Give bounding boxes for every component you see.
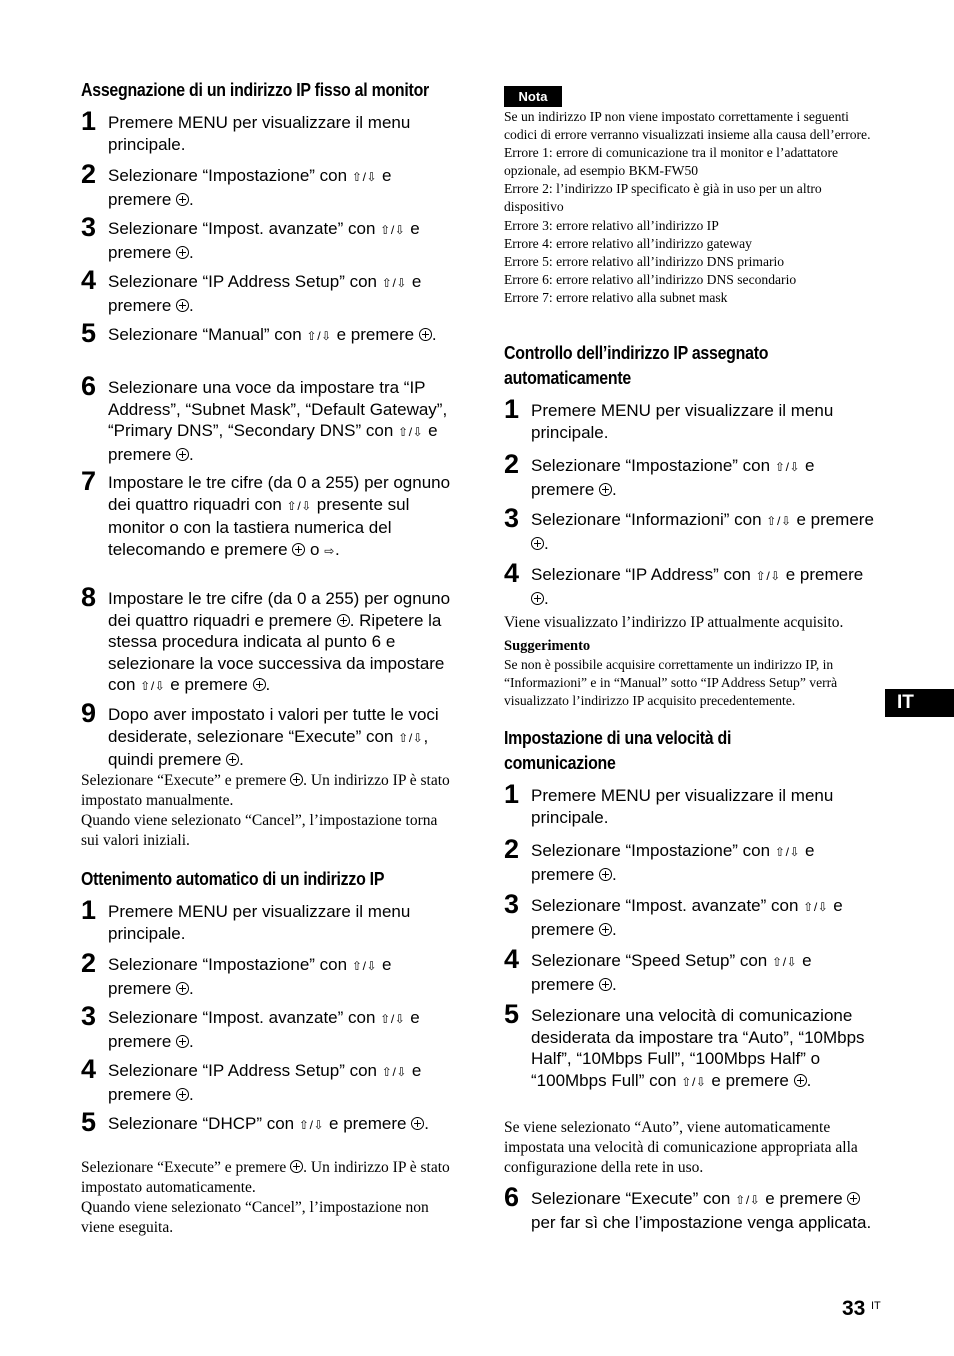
step-number: 1 bbox=[81, 895, 97, 925]
note-text-cancel: Quando viene selezionato “Cancel”, l’impostazione torna sui valori iniziali. bbox=[81, 812, 438, 849]
up-down-arrow-icon: ⇧/⇩ bbox=[286, 498, 313, 513]
step-text: Selezionare una voce da impostare tra “IP Address”, “Subnet Mask”, “Default Gateway”, “Primary DNS”, “Secondary DNS” con bbox=[108, 378, 448, 440]
up-down-arrow-icon: ⇧/⇩ bbox=[755, 569, 782, 583]
step-text: Selezionare “Impost. avanzate” con bbox=[108, 219, 376, 238]
note-text-cont: . Un indirizzo IP è stato impostato manualmente. bbox=[81, 772, 450, 809]
step-text: Selezionare “Execute” con bbox=[531, 1189, 731, 1208]
section-heading-auto-ip: Ottenimento automatico di un indirizzo IP bbox=[81, 868, 385, 889]
step-text: Premere MENU per visualizzare il menu principale. bbox=[531, 401, 834, 442]
step-text-cont: , quindi premere bbox=[108, 726, 429, 769]
step-text-cont: e premere bbox=[765, 1189, 843, 1208]
step-text-cont: e premere bbox=[108, 219, 420, 262]
punct: . bbox=[806, 1070, 812, 1090]
step-8 bbox=[81, 582, 453, 698]
step-number: 8 bbox=[81, 582, 97, 612]
nota-line: Errore 7: errore relativo alla subnet mask bbox=[504, 289, 728, 305]
section-heading-check-ip-line2: automaticamente bbox=[504, 367, 631, 388]
up-down-arrow-icon: ⇧/⇩ bbox=[140, 679, 166, 693]
up-down-arrow-icon: ⇧/⇩ bbox=[735, 1193, 761, 1207]
enter-button-icon bbox=[599, 483, 612, 496]
step-number: 1 bbox=[504, 779, 520, 809]
punct: . bbox=[431, 325, 437, 344]
step-number: 9 bbox=[81, 698, 97, 728]
step-3 bbox=[81, 1001, 453, 1052]
step-text-cont: e premere bbox=[531, 896, 843, 939]
note-text-cont: . Un indirizzo IP è stato impostato automaticamente. bbox=[81, 1159, 450, 1196]
step-2 bbox=[81, 948, 453, 999]
step-text: Selezionare “Manual” con bbox=[108, 325, 302, 344]
step-text: Selezionare “Informazioni” con bbox=[531, 510, 762, 529]
step-4 bbox=[81, 1054, 453, 1105]
step-text-or: o bbox=[310, 539, 320, 559]
enter-button-icon bbox=[176, 448, 189, 461]
step-1 bbox=[504, 779, 876, 828]
step-text: Premere MENU per visualizzare il menu principale. bbox=[108, 113, 411, 154]
step-1 bbox=[81, 895, 453, 944]
step-text: Selezionare “IP Address Setup” con bbox=[108, 1061, 378, 1080]
step-4 bbox=[504, 944, 876, 995]
step-text: Premere MENU per visualizzare il menu principale. bbox=[108, 902, 411, 943]
step-text: Selezionare “Impostazione” con bbox=[108, 166, 348, 185]
step-number: 2 bbox=[81, 159, 97, 189]
step-number: 6 bbox=[81, 371, 97, 401]
step-2 bbox=[504, 449, 876, 500]
step-number: 7 bbox=[81, 466, 97, 496]
step-3 bbox=[504, 889, 876, 940]
step-text: Selezionare una velocità di comunicazione desiderata da impostare tra “Auto”, “10Mbps Half”, “10Mbps Full”, “100Mbps Half” o “100Mbps Full” con bbox=[531, 1006, 865, 1090]
page-number-suffix: IT bbox=[871, 1300, 881, 1312]
step-4 bbox=[81, 265, 453, 316]
up-down-arrow-icon: ⇧/⇩ bbox=[351, 170, 378, 184]
section-heading-fixed-ip: Assegnazione di un indirizzo IP fisso al monitor bbox=[81, 79, 430, 100]
punct: . bbox=[612, 479, 617, 499]
step-text-cont: e premere bbox=[108, 166, 392, 209]
language-tab: IT bbox=[885, 689, 954, 717]
step-6 bbox=[81, 371, 453, 465]
tip-label: Suggerimento bbox=[504, 638, 591, 654]
step-text: Selezionare “Speed Setup” con bbox=[531, 951, 768, 970]
enter-button-icon bbox=[794, 1074, 807, 1087]
step-6 bbox=[504, 1182, 876, 1233]
note-text: Selezionare “Execute” e premere bbox=[81, 772, 287, 789]
fixed-ip-note bbox=[81, 771, 453, 851]
punct: . bbox=[612, 864, 617, 884]
step-text-cont: e premere bbox=[108, 421, 438, 464]
punct: . bbox=[265, 675, 271, 694]
up-down-arrow-icon: ⇧/⇩ bbox=[381, 276, 408, 290]
step-number: 6 bbox=[504, 1182, 520, 1212]
step-5 bbox=[81, 318, 453, 348]
step-text-cont: e premere bbox=[531, 456, 815, 499]
step-text: Selezionare “Impostazione” con bbox=[531, 841, 771, 860]
enter-button-icon bbox=[253, 678, 266, 691]
up-down-arrow-icon: ⇧/⇩ bbox=[681, 1074, 707, 1089]
up-down-arrow-icon: ⇧/⇩ bbox=[380, 223, 406, 237]
step-number: 5 bbox=[81, 1107, 97, 1137]
up-down-arrow-icon: ⇧/⇩ bbox=[298, 1118, 325, 1132]
right-arrow-icon: ⇨ bbox=[324, 543, 335, 558]
step-4 bbox=[504, 558, 876, 609]
step-5 bbox=[81, 1107, 453, 1137]
step-text-end: per far sì che l’impostazione venga applicata. bbox=[531, 1212, 872, 1232]
nota-line: Errore 5: errore relativo all’indirizzo DNS primario bbox=[504, 253, 785, 269]
enter-button-icon bbox=[176, 193, 189, 206]
step-number: 1 bbox=[81, 106, 97, 136]
enter-button-icon bbox=[226, 753, 239, 766]
nota-badge: Nota bbox=[504, 86, 562, 107]
step-text-cont: e premere bbox=[531, 951, 812, 994]
punct: . bbox=[612, 974, 617, 994]
up-down-arrow-icon: ⇧/⇩ bbox=[398, 425, 424, 439]
enter-button-icon bbox=[292, 543, 305, 556]
enter-button-icon bbox=[411, 1117, 424, 1130]
up-down-arrow-icon: ⇧/⇩ bbox=[774, 845, 801, 859]
step-text-end: e premere bbox=[170, 675, 248, 694]
section-heading-check-ip: Controllo dell’indirizzo IP assegnato bbox=[504, 342, 769, 363]
page-number: 33 bbox=[842, 1297, 866, 1320]
enter-button-icon bbox=[599, 978, 612, 991]
step-text-cont: e premere bbox=[336, 325, 415, 344]
step-number: 3 bbox=[81, 212, 97, 242]
punct: . bbox=[189, 444, 194, 464]
step-text: Selezionare “Impost. avanzate” con bbox=[108, 1008, 376, 1027]
step-1 bbox=[81, 106, 453, 155]
enter-button-icon bbox=[290, 773, 303, 786]
enter-button-icon bbox=[176, 299, 189, 312]
step-number: 3 bbox=[504, 503, 520, 533]
nota-line: Errore 3: errore relativo all’indirizzo IP bbox=[504, 217, 719, 233]
step-text-cont: e premere bbox=[108, 1061, 422, 1104]
step-text-cont: . Ripetere la stessa procedura indicata al punto 6 e selezionare la voce successiva da impostare con bbox=[108, 610, 445, 694]
enter-button-icon bbox=[599, 868, 612, 881]
nota-line: Se un indirizzo IP non viene impostato correttamente i seguenti codici di errore verranno visualizzati insieme alla causa dell’errore. bbox=[504, 109, 871, 143]
nota-line: Errore 6: errore relativo all’indirizzo DNS secondario bbox=[504, 271, 797, 287]
enter-button-icon bbox=[176, 982, 189, 995]
step-text-cont: e premere bbox=[329, 1114, 407, 1133]
punct: . bbox=[189, 189, 194, 209]
punct: . bbox=[189, 1031, 194, 1051]
up-down-arrow-icon: ⇧/⇩ bbox=[381, 1065, 408, 1079]
step-text: Selezionare “IP Address Setup” con bbox=[108, 272, 378, 291]
enter-button-icon bbox=[531, 592, 544, 605]
step-text-cont: presente sul monitor o con la tastiera numerica del telecomando e premere bbox=[108, 494, 410, 559]
step-text-cont: e premere bbox=[785, 565, 864, 584]
enter-button-icon bbox=[176, 246, 189, 259]
step-text-cont: e premere bbox=[108, 1008, 420, 1051]
step-number: 4 bbox=[81, 265, 97, 295]
enter-button-icon bbox=[847, 1192, 860, 1205]
enter-button-icon bbox=[176, 1035, 189, 1048]
up-down-arrow-icon: ⇧/⇩ bbox=[774, 460, 801, 474]
step-text-cont: e premere bbox=[531, 841, 815, 884]
check-ip-result: Viene visualizzato l’indirizzo IP attualmente acquisito. bbox=[504, 614, 844, 631]
up-down-arrow-icon: ⇧/⇩ bbox=[803, 900, 829, 914]
enter-button-icon bbox=[419, 328, 432, 341]
punct: . bbox=[189, 1084, 194, 1104]
section-heading-speed: Impostazione di una velocità di bbox=[504, 727, 732, 748]
step-text-cont: e premere bbox=[711, 1070, 789, 1090]
step-number: 3 bbox=[81, 1001, 97, 1031]
up-down-arrow-icon: ⇧/⇩ bbox=[766, 514, 792, 528]
step-5 bbox=[504, 999, 876, 1093]
punct: . bbox=[424, 1114, 429, 1133]
speed-auto-note: Se viene selezionato “Auto”, viene automaticamente impostata una velocità di comunicazione appropriata alla configurazione della rete in uso. bbox=[504, 1119, 858, 1176]
step-text-cont: e premere bbox=[108, 955, 392, 998]
step-number: 2 bbox=[81, 948, 97, 978]
step-text-cont: e premere bbox=[796, 510, 874, 529]
section-heading-speed-line2: comunicazione bbox=[504, 752, 616, 773]
step-number: 5 bbox=[504, 999, 520, 1029]
nota-line: Errore 4: errore relativo all’indirizzo gateway bbox=[504, 235, 752, 251]
note-text: Selezionare “Execute” e premere bbox=[81, 1159, 287, 1176]
step-text: Selezionare “Impostazione” con bbox=[108, 955, 348, 974]
enter-button-icon bbox=[599, 923, 612, 936]
enter-button-icon bbox=[290, 1160, 303, 1173]
up-down-arrow-icon: ⇧/⇩ bbox=[380, 1012, 406, 1026]
step-3 bbox=[504, 503, 876, 554]
step-number: 3 bbox=[504, 889, 520, 919]
step-text: Premere MENU per visualizzare il menu principale. bbox=[531, 786, 834, 827]
step-number: 4 bbox=[81, 1054, 97, 1084]
nota-line: Errore 1: errore di comunicazione tra il monitor e l’adattatore opzionale, ad esempio BKM-FW50 bbox=[504, 145, 839, 179]
punct: . bbox=[544, 533, 549, 553]
punct: . bbox=[612, 919, 617, 939]
punct: . bbox=[239, 750, 244, 769]
step-text-cont: e premere bbox=[108, 272, 422, 315]
step-text: Selezionare “DHCP” con bbox=[108, 1114, 295, 1133]
step-text: Selezionare “Impost. avanzate” con bbox=[531, 896, 799, 915]
punct: . bbox=[189, 978, 194, 998]
step-number: 2 bbox=[504, 449, 520, 479]
step-3 bbox=[81, 212, 453, 263]
note-text-cancel: Quando viene selezionato “Cancel”, l’impostazione non viene eseguita. bbox=[81, 1199, 429, 1236]
step-1 bbox=[504, 394, 876, 443]
step-2 bbox=[504, 834, 876, 885]
auto-ip-note bbox=[81, 1158, 453, 1238]
step-number: 1 bbox=[504, 394, 520, 424]
step-number: 5 bbox=[81, 318, 97, 348]
enter-button-icon bbox=[531, 537, 544, 550]
punct: . bbox=[189, 295, 194, 315]
nota-line: Errore 2: l’indirizzo IP specificato è già in uso per un altro dispositivo bbox=[504, 181, 822, 215]
step-number: 2 bbox=[504, 834, 520, 864]
punct: . bbox=[189, 242, 194, 262]
step-9 bbox=[81, 698, 453, 771]
step-text: Selezionare “Impostazione” con bbox=[531, 456, 771, 475]
punct: . bbox=[544, 588, 549, 608]
step-text: Dopo aver impostato i valori per tutte le voci desiderate, selezionare “Execute” con bbox=[108, 705, 439, 746]
punct: . bbox=[334, 539, 340, 559]
enter-button-icon bbox=[337, 614, 350, 627]
enter-button-icon bbox=[176, 1088, 189, 1101]
nota-text bbox=[504, 108, 876, 307]
step-7 bbox=[81, 466, 453, 562]
up-down-arrow-icon: ⇧/⇩ bbox=[398, 730, 424, 745]
up-down-arrow-icon: ⇧/⇩ bbox=[306, 329, 332, 343]
step-text: Impostare le tre cifre (da 0 a 255) per ognuno dei quattro riquadri con bbox=[108, 473, 451, 514]
step-2 bbox=[81, 159, 453, 210]
tip-text: Se non è possibile acquisire correttamente un indirizzo IP, in “Informazioni” e in “Manual” sotto “IP Address Setup” verrà visualizzato l’indirizzo IP acquisito precedentemente. bbox=[504, 657, 838, 709]
step-number: 4 bbox=[504, 944, 520, 974]
up-down-arrow-icon: ⇧/⇩ bbox=[351, 959, 378, 973]
step-number: 4 bbox=[504, 558, 520, 588]
up-down-arrow-icon: ⇧/⇩ bbox=[772, 955, 798, 969]
step-text: Impostare le tre cifre (da 0 a 255) per ognuno dei quattro riquadri e premere bbox=[108, 589, 451, 630]
step-text: Selezionare “IP Address” con bbox=[531, 565, 751, 584]
